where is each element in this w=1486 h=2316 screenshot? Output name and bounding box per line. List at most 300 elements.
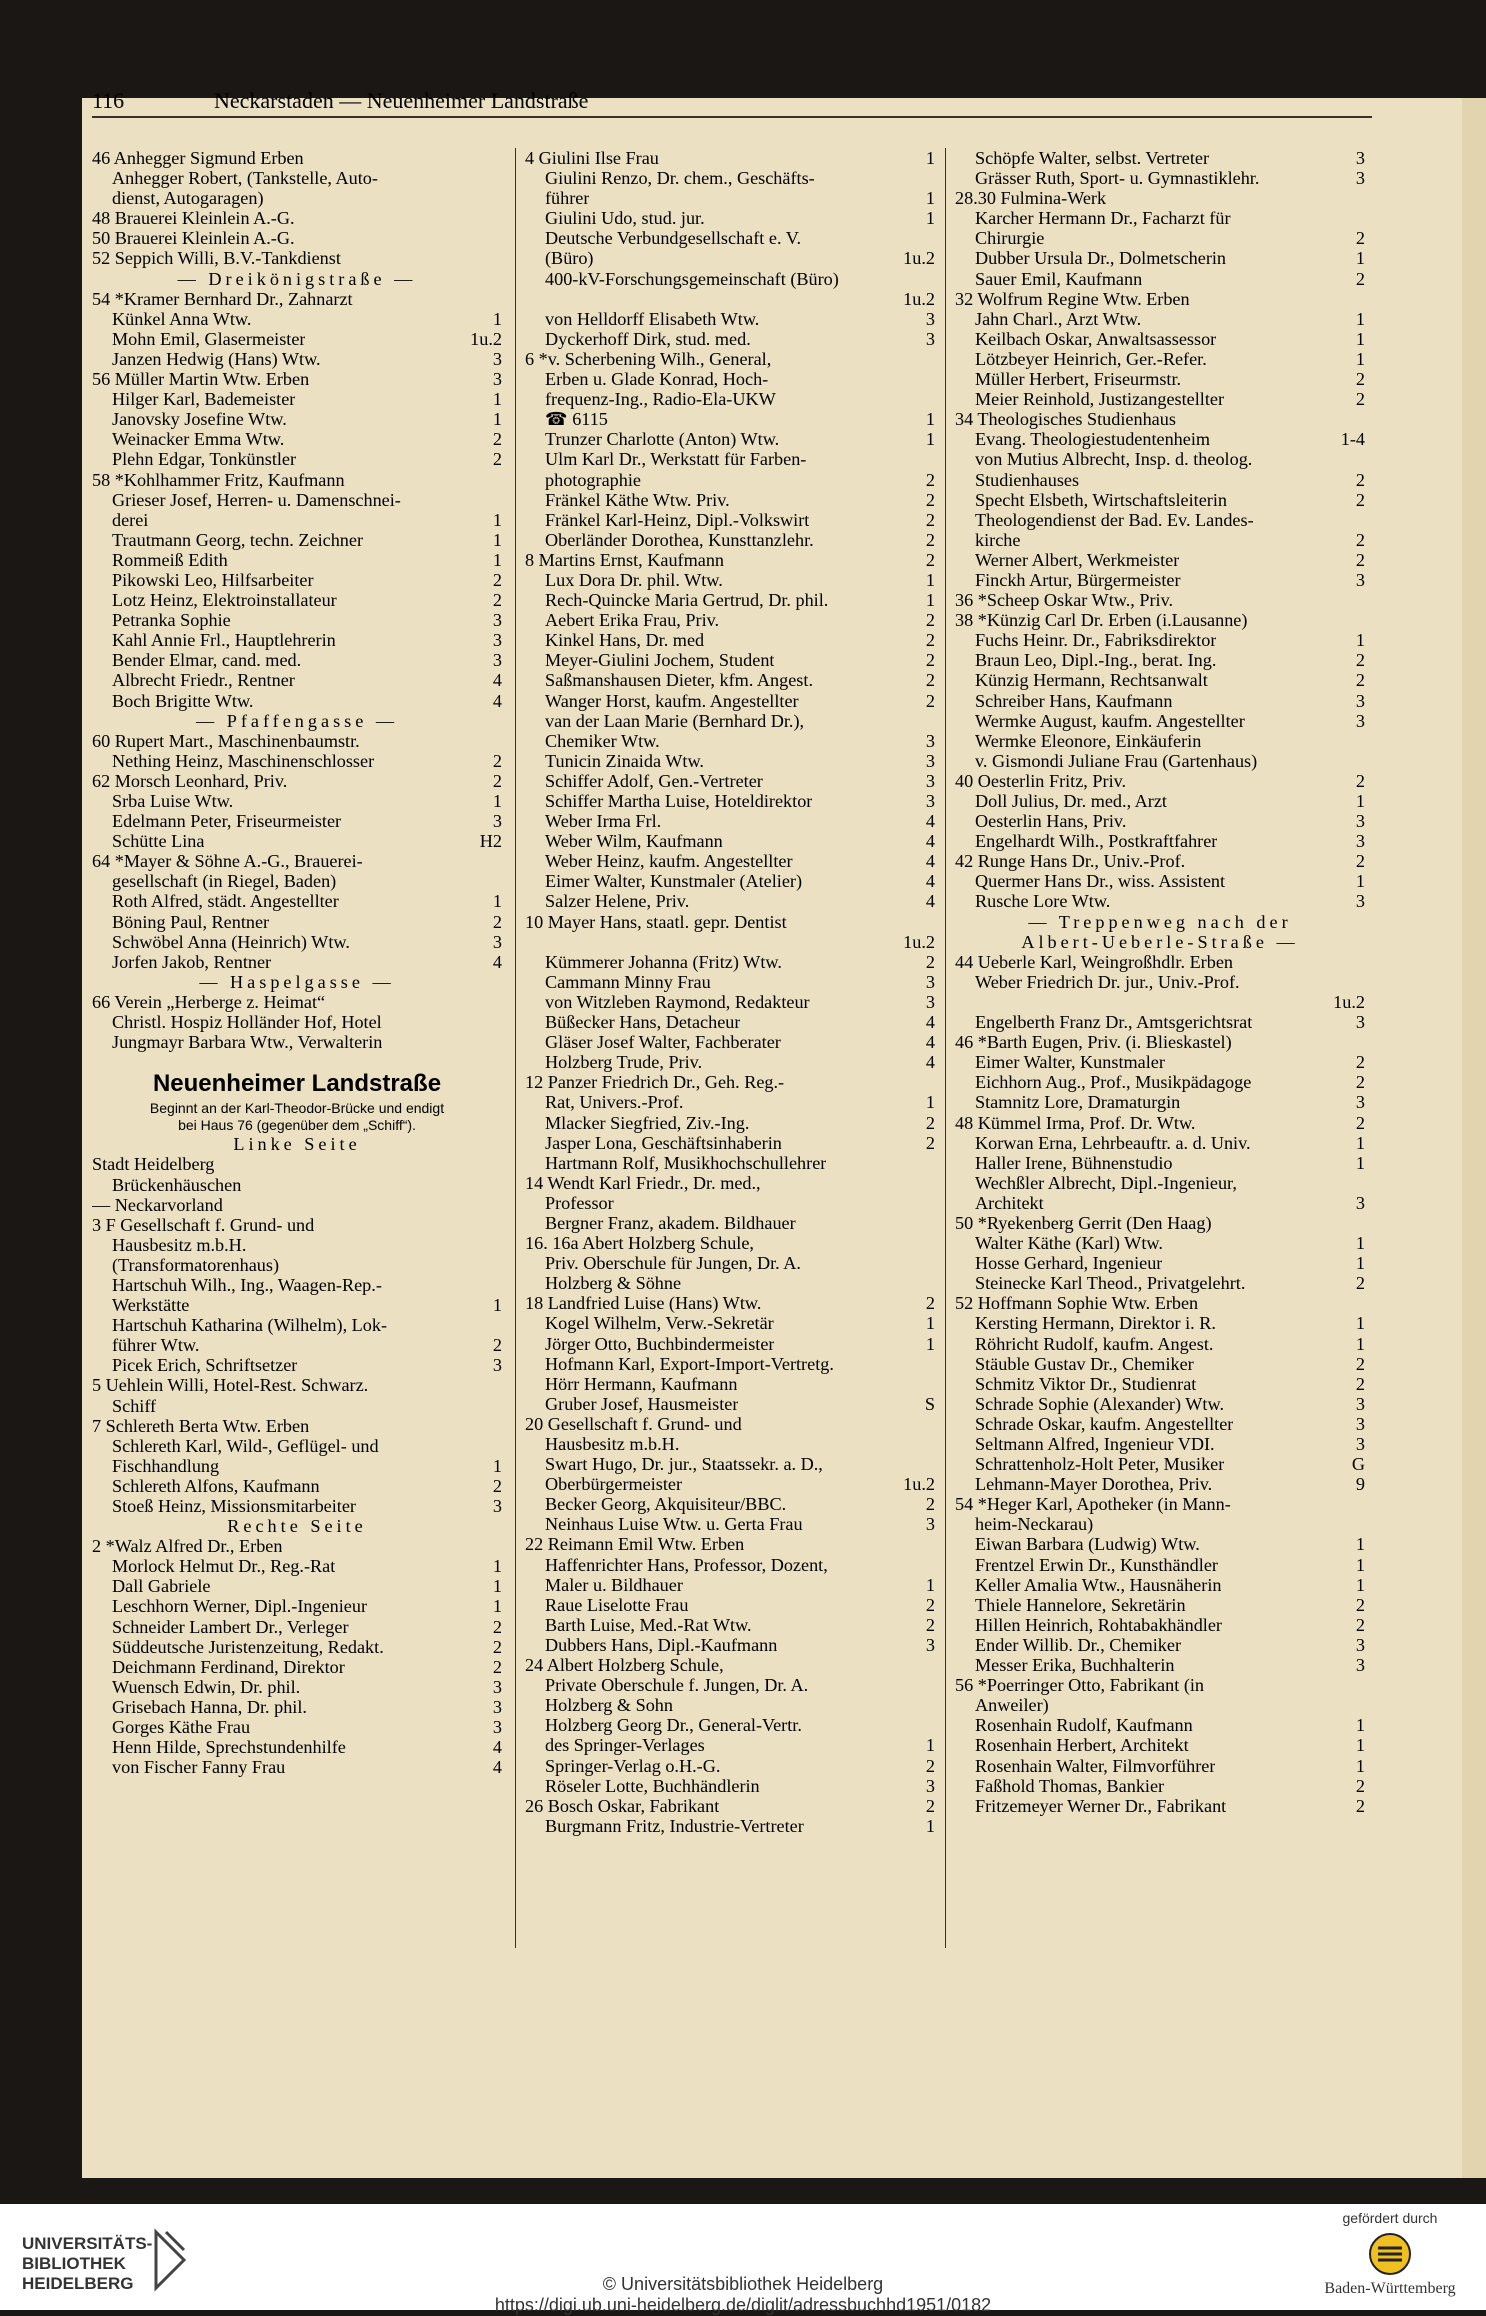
entry-floor: 1	[1355, 1574, 1365, 1595]
entry-text: Schiff	[112, 1395, 157, 1416]
entry-text: Holzberg Trude, Priv.	[545, 1052, 703, 1073]
entry-floor	[1357, 731, 1365, 751]
entry-floor	[927, 1354, 935, 1374]
entry-floor: 1	[1355, 308, 1365, 329]
directory-entry	[955, 148, 1365, 168]
entry-text: Fischhandlung	[112, 1455, 220, 1476]
entry-text: Schiffer Adolf, Gen.-Vertreter	[545, 770, 763, 791]
entry-text: Anweiler)	[975, 1695, 1049, 1716]
entry-floor: 2	[1355, 1795, 1365, 1816]
entry-floor: 3	[1355, 1192, 1365, 1213]
entry-floor: 4	[492, 1757, 502, 1778]
entry-floor: 3	[1355, 569, 1365, 590]
entry-floor: 3	[1355, 1012, 1365, 1033]
directory-entry	[955, 811, 1365, 831]
directory-entry	[92, 691, 502, 711]
directory-entry	[525, 791, 935, 811]
directory-entry	[955, 1695, 1365, 1715]
directory-entry	[525, 449, 935, 469]
entry-text: Chemiker Wtw.	[545, 730, 660, 751]
entry-text: Hosse Gerhard, Ingenieur	[975, 1253, 1163, 1274]
entry-text: von Witzleben Raymond, Redakteur	[545, 991, 810, 1012]
entry-text: 42 Runge Hans Dr., Univ.-Prof.	[955, 851, 1186, 872]
entry-text: Dall Gabriele	[112, 1576, 211, 1597]
entry-text: Kersting Hermann, Direktor i. R.	[975, 1313, 1216, 1334]
directory-entry	[525, 1133, 935, 1153]
section-divider: — Dreikönigstraße —	[177, 268, 417, 289]
entry-floor: 2	[492, 1636, 502, 1657]
directory-entry	[525, 650, 935, 670]
entry-text: Fränkel Käthe Wtw. Priv.	[545, 489, 730, 510]
entry-text: 16. 16a Abert Holzberg Schule,	[525, 1233, 754, 1254]
entry-floor: 2	[1355, 529, 1365, 550]
entry-text: Morlock Helmut Dr., Reg.-Rat	[112, 1556, 336, 1577]
entry-text: 64 *Mayer & Söhne A.-G., Brauerei-	[92, 851, 363, 872]
entry-text: Jahn Charl., Arzt Wtw.	[975, 308, 1142, 329]
entry-floor: 1	[1355, 1132, 1365, 1153]
entry-text: Rosenhain Walter, Filmvorführer	[975, 1755, 1216, 1776]
directory-entry	[525, 309, 935, 329]
entry-text: Engelberth Franz Dr., Amtsgerichtsrat	[975, 1012, 1253, 1033]
entry-floor	[494, 1195, 502, 1215]
entry-text: Albrecht Friedr., Rentner	[112, 670, 295, 691]
entry-text: Ender Willib. Dr., Chemiker	[975, 1634, 1182, 1655]
entry-floor: H2	[479, 831, 502, 852]
entry-floor: 1	[1355, 1333, 1365, 1354]
directory-entry	[525, 590, 935, 610]
directory-entry	[92, 1476, 502, 1496]
entry-floor	[927, 228, 935, 248]
directory-entry	[525, 1494, 935, 1514]
entry-text: von Mutius Albrecht, Insp. d. theolog.	[975, 449, 1253, 470]
directory-entry	[955, 1675, 1365, 1695]
entry-floor: 2	[1355, 670, 1365, 691]
directory-entry	[92, 228, 502, 248]
entry-text: Springer-Verlag o.H.-G.	[545, 1755, 721, 1776]
directory-entry	[525, 1293, 935, 1313]
entry-floor: 1	[925, 590, 935, 611]
entry-floor	[494, 851, 502, 871]
entry-floor	[494, 148, 502, 168]
directory-entry	[525, 1434, 935, 1454]
entry-floor	[927, 711, 935, 731]
directory-entry	[525, 269, 935, 289]
directory-entry	[955, 1394, 1365, 1414]
entry-floor: 3	[925, 750, 935, 771]
entry-floor: 1	[492, 389, 502, 410]
entry-text: 28.30 Fulmina-Werk	[955, 188, 1107, 209]
entry-text: Weber Wilm, Kaufmann	[545, 831, 723, 852]
directory-entry	[525, 1213, 935, 1233]
entry-floor: 1	[925, 1815, 935, 1836]
entry-text: Röhricht Rudolf, kaufm. Angest.	[975, 1333, 1214, 1354]
directory-entry	[92, 1596, 502, 1616]
entry-floor: 2	[925, 1494, 935, 1515]
entry-text: 10 Mayer Hans, staatl. gepr. Dentist	[525, 911, 787, 932]
entry-text: 36 *Scheep Oskar Wtw., Priv.	[955, 590, 1174, 611]
entry-text: heim-Neckarau)	[975, 1514, 1094, 1535]
directory-entry	[92, 952, 502, 972]
entry-floor: 2	[925, 469, 935, 490]
entry-floor: 1	[1355, 871, 1365, 892]
entry-floor	[927, 449, 935, 469]
entry-text: Schneider Lambert Dr., Verleger	[112, 1616, 349, 1637]
entry-text: Lux Dora Dr. phil. Wtw.	[545, 569, 723, 590]
entry-text: Fritzemeyer Werner Dr., Fabrikant	[975, 1795, 1227, 1816]
directory-entry	[525, 1675, 935, 1695]
entry-text: Grieser Josef, Herren- u. Damenschnei-	[112, 489, 401, 510]
entry-floor: 1	[1355, 791, 1365, 811]
entry-text: Theologendienst der Bad. Ev. Landes-	[975, 509, 1254, 530]
entry-floor	[927, 1173, 935, 1193]
entry-text: Haffenrichter Hans, Professor, Dozent,	[545, 1554, 828, 1575]
entry-floor	[494, 208, 502, 228]
directory-entry	[525, 891, 935, 911]
entry-floor: 4	[925, 891, 935, 912]
directory-entry	[955, 510, 1365, 530]
entry-floor: 1	[1355, 1554, 1365, 1575]
directory-entry	[525, 168, 935, 188]
entry-text: 58 *Kohlhammer Fritz, Kaufmann	[92, 469, 345, 490]
entry-floor: 2	[925, 1112, 935, 1133]
directory-entry	[92, 771, 502, 791]
directory-entry	[92, 429, 502, 449]
entry-text: Petranka Sophie	[112, 610, 231, 631]
entry-floor	[1357, 188, 1365, 208]
entry-floor: 3	[925, 991, 935, 1012]
directory-entry	[955, 691, 1365, 711]
directory-entry	[525, 510, 935, 530]
entry-text: gesellschaft (in Riegel, Baden)	[112, 871, 337, 892]
entry-floor: 1	[1355, 328, 1365, 349]
state-coat-of-arms-icon[interactable]	[1368, 2232, 1412, 2276]
entry-floor: 2	[1355, 549, 1365, 570]
directory-entry	[955, 1635, 1365, 1655]
entry-floor: 3	[492, 630, 502, 651]
entry-floor	[494, 1416, 502, 1436]
entry-text: Meier Reinhold, Justizangestellter	[975, 389, 1225, 410]
entry-floor: 3	[1355, 710, 1365, 731]
directory-entry	[92, 1657, 502, 1677]
entry-text: 62 Morsch Leonhard, Priv.	[92, 770, 288, 791]
entry-floor: 1	[1355, 1313, 1365, 1334]
entry-text: Stamnitz Lore, Dramaturgin	[975, 1092, 1181, 1113]
entry-floor: 2	[925, 1132, 935, 1153]
directory-entry	[525, 1534, 935, 1554]
directory-entry	[92, 650, 502, 670]
directory-entry	[955, 1052, 1365, 1072]
entry-floor	[927, 1072, 935, 1092]
entry-text: Walter Käthe (Karl) Wtw.	[975, 1233, 1163, 1254]
directory-entry	[525, 1173, 935, 1193]
entry-floor: 1	[925, 208, 935, 229]
entry-text: 400-kV-Forschungsgemeinschaft (Büro)	[545, 268, 839, 289]
entry-floor: 2	[1355, 851, 1365, 872]
entry-floor	[927, 1655, 935, 1675]
column-1	[92, 148, 502, 1968]
entry-text: Schöpfe Walter, selbst. Vertreter	[975, 148, 1210, 168]
entry-floor	[494, 470, 502, 490]
directory-entry	[92, 188, 502, 208]
directory-entry	[92, 1697, 502, 1717]
directory-entry	[92, 1556, 502, 1576]
entry-floor	[927, 1153, 935, 1173]
entry-text: 32 Wolfrum Regine Wtw. Erben	[955, 288, 1190, 309]
entry-floor: 3	[492, 369, 502, 390]
directory-entry	[955, 1756, 1365, 1776]
entry-text: Sauer Emil, Kaufmann	[975, 268, 1143, 289]
entry-text: Trunzer Charlotte (Anton) Wtw.	[545, 429, 780, 450]
entry-floor: 2	[492, 770, 502, 791]
entry-floor: 2	[925, 1293, 935, 1314]
entry-text: 40 Oesterlin Fritz, Priv.	[955, 770, 1127, 791]
directory-entry	[92, 811, 502, 831]
entry-text: Becker Georg, Akquisiteur/BBC.	[545, 1494, 787, 1515]
directory-entry	[955, 1293, 1365, 1313]
directory-entry	[525, 1695, 935, 1715]
entry-text: Faßhold Thomas, Bankier	[975, 1775, 1165, 1796]
entry-text: 5 Uehlein Willi, Hotel-Rest. Schwarz.	[92, 1375, 369, 1396]
directory-entry	[525, 1032, 935, 1052]
entry-text: frequenz-Ing., Radio-Ela-UKW	[545, 389, 776, 410]
directory-entry	[955, 711, 1365, 731]
directory-entry	[955, 1113, 1365, 1133]
directory-entry	[955, 269, 1365, 289]
entry-floor	[927, 1454, 935, 1474]
entry-floor: 3	[492, 610, 502, 631]
entry-floor: 2	[1355, 268, 1365, 289]
directory-entry	[525, 188, 935, 208]
entry-text: 24 Albert Holzberg Schule,	[525, 1655, 724, 1676]
directory-entry	[92, 349, 502, 369]
entry-text: Rosenhain Rudolf, Kaufmann	[975, 1715, 1193, 1736]
entry-text: Fuchs Heinr. Dr., Fabriksdirektor	[975, 630, 1217, 651]
directory-entry	[92, 1295, 502, 1315]
directory-entry	[92, 409, 502, 429]
directory-entry	[955, 349, 1365, 369]
directory-entry	[525, 972, 935, 992]
entry-text: Meyer-Giulini Jochem, Student	[545, 650, 775, 671]
entry-floor	[494, 1255, 502, 1275]
entry-text: Henn Hilde, Sprechstundenhilfe	[112, 1737, 346, 1758]
entry-text: 56 *Poerringer Otto, Fabrikant (in	[955, 1675, 1205, 1696]
entry-floor: 2	[492, 569, 502, 590]
entry-text: Maler u. Bildhauer	[545, 1574, 683, 1595]
entry-text: Dyckerhoff Dirk, stud. med.	[545, 328, 751, 349]
entry-text: Engelhardt Wilh., Postkraftfahrer	[975, 831, 1218, 852]
entry-text: Schrade Sophie (Alexander) Wtw.	[975, 1393, 1224, 1414]
directory-entry	[92, 449, 502, 469]
entry-floor: 2	[925, 690, 935, 711]
entry-text: Lötzbeyer Heinrich, Ger.-Refer.	[975, 348, 1207, 369]
entry-text: Rat, Univers.-Prof.	[545, 1092, 684, 1113]
directory-entry	[525, 1615, 935, 1635]
entry-text: Brückenhäuschen	[112, 1174, 242, 1195]
entry-floor: 1	[925, 429, 935, 450]
entry-floor	[494, 731, 502, 751]
entry-text: Architekt	[975, 1192, 1044, 1213]
entry-floor	[494, 188, 502, 208]
directory-entry	[955, 1133, 1365, 1153]
directory-entry	[525, 1735, 935, 1755]
entry-text: 6 *v. Scherbening Wilh., General,	[525, 348, 772, 369]
entry-floor: 1	[925, 1574, 935, 1595]
entry-text: Hillen Heinrich, Rohtabakhändler	[975, 1614, 1222, 1635]
directory-entry	[92, 1496, 502, 1516]
entry-floor	[1357, 1514, 1365, 1534]
entry-text: 3 F Gesellschaft f. Grund- und	[92, 1214, 315, 1235]
header-rule	[92, 116, 1372, 118]
entry-text: Süddeutsche Juristenzeitung, Redakt.	[112, 1636, 384, 1657]
directory-entry	[92, 248, 502, 268]
entry-floor: 2	[492, 429, 502, 450]
entry-floor: 4	[925, 831, 935, 852]
entry-floor: 2	[1355, 1052, 1365, 1073]
section-divider: — Treppenweg nach der	[1028, 911, 1292, 932]
entry-text: Hörr Hermann, Kaufmann	[545, 1373, 738, 1394]
entry-floor	[1357, 952, 1365, 972]
directory-entry	[525, 1454, 935, 1474]
directory-entry	[92, 550, 502, 570]
entry-text: Anhegger Robert, (Tankstelle, Auto-	[112, 168, 378, 189]
directory-entry	[92, 670, 502, 690]
entry-floor: 3	[925, 328, 935, 349]
directory-entry	[525, 1334, 935, 1354]
entry-text: (Büro)	[545, 248, 594, 269]
directory-entry	[92, 1617, 502, 1637]
entry-text: Rusche Lore Wtw.	[975, 891, 1111, 912]
entry-text: Künzig Hermann, Rechtsanwalt	[975, 670, 1208, 691]
entry-floor: 3	[925, 1514, 935, 1535]
directory-entry	[92, 1255, 502, 1275]
entry-text: Leschhorn Werner, Dipl.-Ingenieur	[112, 1596, 368, 1617]
directory-entry	[955, 610, 1365, 630]
entry-floor	[927, 1213, 935, 1233]
directory-entry	[955, 550, 1365, 570]
entry-floor	[927, 1193, 935, 1213]
entry-floor: 2	[1355, 1594, 1365, 1615]
entry-floor	[494, 248, 502, 268]
directory-entry	[955, 1414, 1365, 1434]
directory-entry	[955, 891, 1365, 911]
entry-floor: 1	[492, 791, 502, 811]
directory-entry	[525, 1394, 935, 1414]
directory-entry	[92, 1375, 502, 1395]
entry-text: 20 Gesellschaft f. Grund- und	[525, 1413, 742, 1434]
directory-entry	[955, 409, 1365, 429]
entry-floor: 3	[1355, 831, 1365, 852]
entry-floor: 4	[492, 1737, 502, 1758]
entry-text: Oberländer Dorothea, Kunsttanzlehr.	[545, 529, 814, 550]
entry-floor: 4	[925, 1032, 935, 1053]
directory-entry	[525, 409, 935, 429]
entry-floor	[494, 1154, 502, 1174]
directory-entry	[955, 670, 1365, 690]
directory-entry	[525, 389, 935, 409]
entry-text: Rech-Quincke Maria Gertrud, Dr. phil.	[545, 590, 829, 611]
directory-entry	[955, 1615, 1365, 1635]
entry-text: von Helldorff Elisabeth Wtw.	[545, 308, 760, 329]
entry-text: Kahl Annie Frl., Hauptlehrerin	[112, 630, 336, 651]
directory-entry	[955, 168, 1365, 188]
directory-entry	[955, 1354, 1365, 1374]
entry-text: Röseler Lotte, Buchhändlerin	[545, 1775, 760, 1796]
entry-floor: 4	[925, 1052, 935, 1073]
entry-floor	[494, 1375, 502, 1395]
entry-floor	[494, 1396, 502, 1416]
entry-text: derei	[112, 509, 149, 530]
logo-line: BIBLIOTHEK	[22, 2254, 126, 2273]
entry-floor	[927, 1534, 935, 1554]
entry-text: Lotz Heinz, Elektroinstallateur	[112, 590, 337, 611]
entry-floor: 1u.2	[1333, 991, 1365, 1012]
entry-text: Eimer Walter, Kunstmaler (Atelier)	[545, 871, 803, 892]
entry-text: Dubber Ursula Dr., Dolmetscherin	[975, 248, 1227, 269]
entry-floor: 2	[1355, 1373, 1365, 1394]
entry-floor	[494, 992, 502, 1012]
entry-text: Plehn Edgar, Tonkünstler	[112, 449, 297, 470]
directory-entry	[955, 1715, 1365, 1735]
entry-text: Keilbach Oskar, Anwaltsassessor	[975, 328, 1217, 349]
entry-text: Janzen Hedwig (Hans) Wtw.	[112, 348, 321, 369]
entry-floor: 1	[1355, 348, 1365, 369]
entry-floor: 1	[1355, 1735, 1365, 1756]
directory-entry	[92, 1195, 502, 1215]
entry-text: 66 Verein „Herberge z. Heimat“	[92, 991, 326, 1012]
directory-entry	[92, 1315, 502, 1335]
directory-entry	[525, 490, 935, 510]
entry-text: Holzberg & Söhne	[545, 1273, 682, 1294]
entry-floor: 3	[925, 1634, 935, 1655]
entry-text: v. Gismondi Juliane Frau (Gartenhaus)	[975, 750, 1258, 771]
directory-entry	[92, 168, 502, 188]
entry-floor: 2	[925, 1795, 935, 1816]
directory-entry	[92, 1436, 502, 1456]
entry-floor	[494, 1012, 502, 1032]
entry-text: Grässer Ruth, Sport- u. Gymnastiklehr.	[975, 168, 1260, 189]
entry-text: Schlereth Karl, Wild-, Geflügel- und	[112, 1435, 379, 1456]
entry-text: Seltmann Alfred, Ingenieur VDI.	[975, 1434, 1215, 1454]
entry-text: 2 *Walz Alfred Dr., Erben	[92, 1536, 283, 1557]
directory-entry	[525, 289, 935, 309]
source-url[interactable]: https://digi.ub.uni-heidelberg.de/diglit/adressbuchhd1951/0182	[494, 2295, 992, 2315]
directory-entry	[525, 1715, 935, 1735]
entry-text: Wechßler Albrecht, Dipl.-Ingenieur,	[975, 1172, 1237, 1193]
directory-entry	[955, 228, 1365, 248]
entry-text: Quermer Hans Dr., wiss. Assistent	[975, 871, 1226, 892]
directory-entry	[92, 992, 502, 1012]
entry-floor: 3	[1355, 148, 1365, 168]
entry-text: van der Laan Marie (Bernhard Dr.),	[545, 710, 805, 731]
entry-text: 52 Seppich Willi, B.V.-Tankdienst	[92, 248, 341, 269]
entry-floor: 2	[1355, 369, 1365, 390]
entry-floor: 2	[925, 630, 935, 651]
directory-entry	[955, 771, 1365, 791]
entry-floor	[927, 389, 935, 409]
entry-text: Saßmanshausen Dieter, kfm. Angest.	[545, 670, 813, 691]
entry-text: Fränkel Karl-Heinz, Dipl.-Volkswirt	[545, 509, 810, 530]
entry-floor: 2	[925, 1594, 935, 1615]
entry-floor	[494, 289, 502, 309]
entry-floor: 1	[925, 1735, 935, 1756]
entry-floor: 1	[925, 1313, 935, 1334]
entry-floor	[494, 1275, 502, 1295]
entry-floor: 3	[925, 308, 935, 329]
directory-entry	[525, 1273, 935, 1293]
entry-text: Jörger Otto, Buchbindermeister	[545, 1333, 775, 1354]
entry-floor: 3	[925, 971, 935, 992]
page-title: Neckarstaden — Neuenheimer Landstraße	[214, 88, 589, 113]
